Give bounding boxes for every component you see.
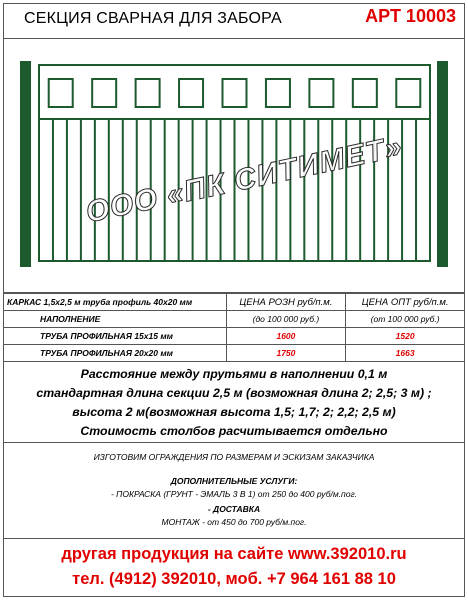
fence-drawing-panel (3, 38, 465, 293)
website-line: другая продукция на сайте www.392010.ru (61, 545, 407, 563)
decor-square (309, 79, 333, 107)
decor-square (92, 79, 116, 107)
row-retail-price: 1750 (226, 345, 346, 362)
table-header-row (4, 294, 465, 311)
decor-square (136, 79, 160, 107)
retail-note: (до 100 000 руб.) (226, 311, 346, 328)
spec-line: Расстояние между прутьями в наполнении 0,1 м (80, 367, 388, 381)
fill-label: НАПОЛНЕНИЕ (4, 311, 227, 328)
row-name: ТРУБА ПРОФИЛЬНАЯ 20х20 мм (4, 345, 227, 362)
row-name: ТРУБА ПРОФИЛЬНАЯ 15х15 мм (4, 328, 227, 345)
spec-line: высота 2 м(возможная высота 1,5; 1,7; 2; 2,2; 2,5 м) (72, 405, 396, 419)
row-wholesale-price: 1520 (346, 328, 465, 345)
page-title: СЕКЦИЯ СВАРНАЯ ДЛЯ ЗАБОРА (24, 10, 282, 27)
installation-service: МОНТАЖ - от 450 до 700 руб/м.пог. (161, 517, 307, 527)
specifications (3, 361, 465, 443)
wholesale-header: ЦЕНА ОПТ руб/п.м. (346, 294, 465, 311)
left-post (20, 61, 31, 267)
decor-square (396, 79, 420, 107)
row-retail-price: 1600 (226, 328, 346, 345)
retail-header: ЦЕНА РОЗН руб/п.м. (226, 294, 346, 311)
decor-square (49, 79, 73, 107)
phones-line: тел. (4912) 392010, моб. +7 964 161 88 10 (72, 570, 396, 588)
watermark: ООО «ПК СИТИМЕТ» (83, 129, 406, 230)
wholesale-note: (от 100 000 руб.) (346, 311, 465, 328)
row-wholesale-price: 1663 (346, 345, 465, 362)
right-post (437, 61, 448, 267)
decor-square (353, 79, 377, 107)
custom-make-text: ИЗГОТОВИМ ОГРАЖДЕНИЯ ПО РАЗМЕРАМ И ЭСКИЗАМ ЗАКАЗЧИКА (93, 452, 375, 462)
frame-label: КАРКАС 1,5х2,5 м труба профиль 40х20 мм (4, 294, 227, 311)
spec-line: стандартная длина секции 2,5 м (возможная длина 2; 2,5; 3 м) ; (36, 386, 432, 400)
painting-service: - ПОКРАСКА (ГРУНТ - ЭМАЛЬ 3 В 1) от 250 до 400 руб/м.пог. (110, 489, 358, 499)
delivery-service: - ДОСТАВКА (207, 504, 261, 514)
article-number: АРТ 10003 (365, 6, 456, 26)
decor-square (223, 79, 247, 107)
spec-line: Стоимость столбов расчитывается отдельно (80, 424, 388, 438)
decor-square (266, 79, 290, 107)
table-row (4, 345, 465, 362)
table-row (4, 328, 465, 345)
services-block (3, 443, 465, 539)
decor-square (179, 79, 203, 107)
table-subheader-row (4, 311, 465, 328)
extra-services-heading: ДОПОЛНИТЕЛЬНЫЕ УСЛУГИ: (170, 476, 298, 486)
price-table (3, 293, 465, 362)
